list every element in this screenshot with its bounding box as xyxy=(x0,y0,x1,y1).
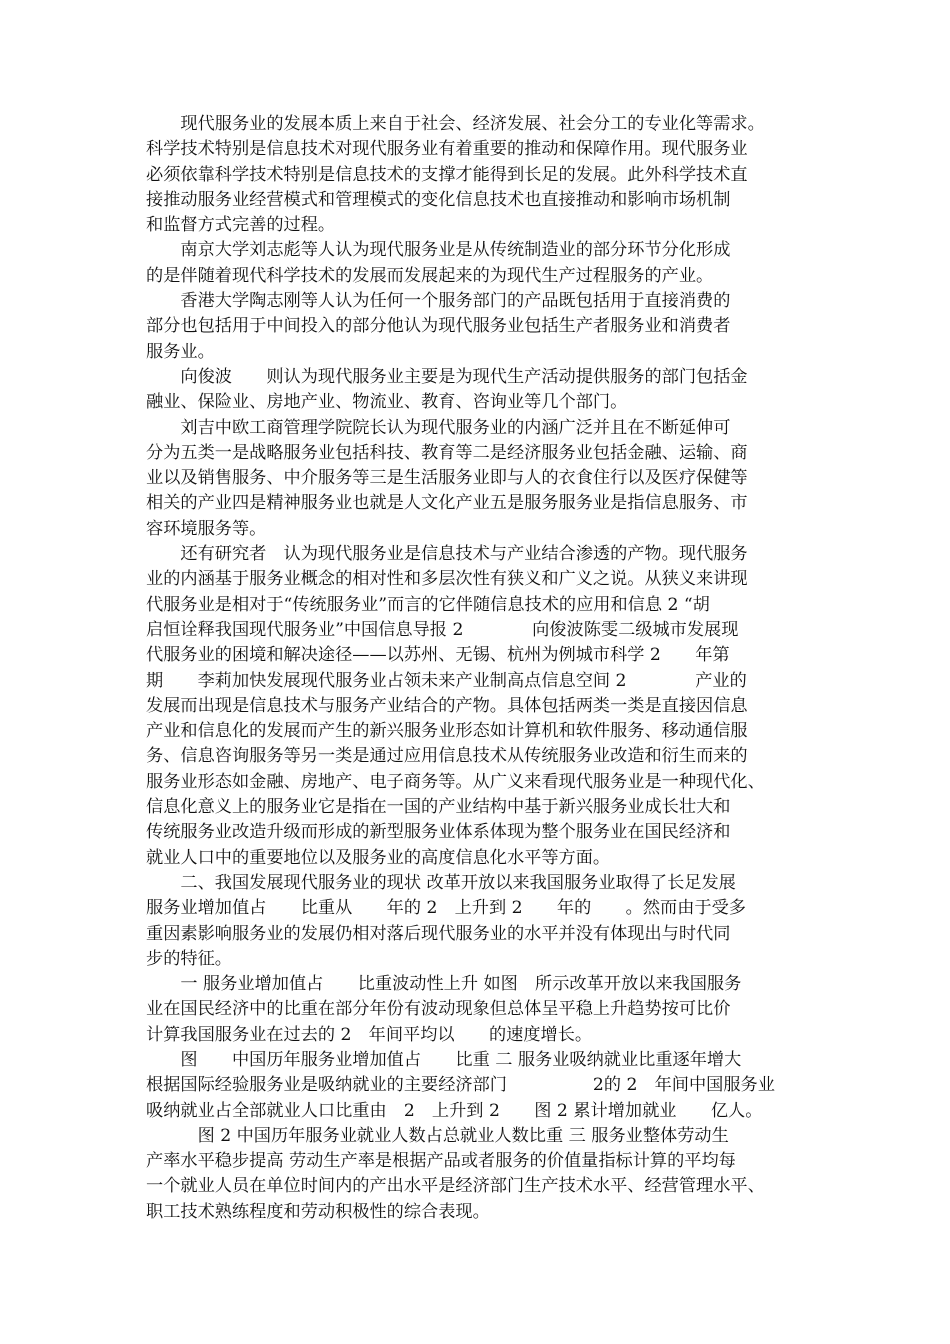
text-line: 产率水平稳步提高 劳动生产率是根据产品或者服务的价值量指标计算的平均每 xyxy=(146,1151,736,1172)
document-body xyxy=(146,112,814,1225)
text-line: 代服务业的困境和解决途径——以苏州、无锡、杭州为例城市科学 2 年第 xyxy=(146,645,730,666)
text-line: 期 李莉加快发展现代服务业占领未来产业制高点信息空间 2 产业的 xyxy=(146,670,747,691)
text-line: 接推动服务业经营模式和管理模式的变化信息技术也直接推动和影响市场机制 xyxy=(146,189,731,210)
text-line: 代服务业是相对于“传统服务业”而言的它伴随信息技术的应用和信息 2 “胡 xyxy=(146,594,710,615)
text-line: 的是伴随着现代科学技术的发展而发展起来的为现代生产过程服务的产业。 xyxy=(146,265,714,286)
text-line: 科学技术特别是信息技术对现代服务业有着重要的推动和保障作用。现代服务业 xyxy=(146,139,748,160)
text-line: 计算我国服务业在过去的 2 年间平均以 的速度增长。 xyxy=(146,1024,593,1045)
text-line: 业以及销售服务、中介服务等三是生活服务业即与人的衣食住行以及医疗保健等 xyxy=(146,468,748,489)
text-line: 就业人口中的重要地位以及服务业的高度信息化水平等方面。 xyxy=(146,847,611,868)
text-line: 服务业形态如金融、房地产、电子商务等。从广义来看现代服务业是一种现代化、 xyxy=(146,771,765,792)
text-line: 业的内涵基于服务业概念的相对性和多层次性有狭义和广义之说。从狭义来讲现 xyxy=(146,569,748,590)
text-line: 部分也包括用于中间投入的部分他认为现代服务业包括生产者服务业和消费者 xyxy=(146,316,731,337)
text-line: 图 2 中国历年服务业就业人数占总就业人数比重 三 服务业整体劳动生 xyxy=(146,1125,729,1146)
text-line: 服务业。 xyxy=(146,341,215,362)
text-line: 信息化意义上的服务业它是指在一国的产业结构中基于新兴服务业成长壮大和 xyxy=(146,797,731,818)
text-line: 职工技术熟练程度和劳动积极性的综合表现。 xyxy=(146,1201,490,1222)
text-line: 刘吉中欧工商管理学院院长认为现代服务业的内涵广泛并且在不断延伸可 xyxy=(146,417,731,438)
text-line: 重因素影响服务业的发展仍相对落后现代服务业的水平并没有体现出与时代同 xyxy=(146,923,731,944)
text-line: 现代服务业的发展本质上来自于社会、经济发展、社会分工的专业化等需求。 xyxy=(146,114,765,134)
text-line: 分为五类一是战略服务业包括科技、教育等二是经济服务业包括金融、运输、商 xyxy=(146,442,748,463)
text-line: 一个就业人员在单位时间内的产出水平是经济部门生产技术水平、经营管理水平、 xyxy=(146,1176,765,1197)
text-line: 南京大学刘志彪等人认为现代服务业是从传统制造业的部分环节分化形成 xyxy=(146,240,731,261)
text-line: 相关的产业四是精神服务业也就是人文化产业五是服务服务业是指信息服务、市 xyxy=(146,493,748,514)
text-line: 还有研究者 认为现代服务业是信息技术与产业结合渗透的产物。现代服务 xyxy=(146,544,748,565)
text-line: 和监督方式完善的过程。 xyxy=(146,215,336,236)
text-line: 根据国际经验服务业是吸纳就业的主要经济部门 2的 2 年间中国服务业 xyxy=(146,1075,775,1096)
text-line: 传统服务业改造升级而形成的新型服务业体系体现为整个服务业在国民经济和 xyxy=(146,822,731,843)
text-line: 启恒诠释我国现代服务业”中国信息导报 2 向俊波陈雯二级城市发展现 xyxy=(146,619,739,640)
text-line: 发展而出现是信息技术与服务产业结合的产物。具体包括两类一类是直接因信息 xyxy=(146,695,748,716)
text-line: 一 服务业增加值占 比重波动性上升 如图 所示改革开放以来我国服务 xyxy=(146,974,742,995)
text-line: 融业、保险业、房地产业、物流业、教育、咨询业等几个部门。 xyxy=(146,392,628,413)
text-line: 香港大学陶志刚等人认为任何一个服务部门的产品既包括用于直接消费的 xyxy=(146,291,731,312)
text-line: 图 中国历年服务业增加值占 比重 二 服务业吸纳就业比重逐年增大 xyxy=(146,1049,742,1070)
text-line: 容环境服务等。 xyxy=(146,518,267,539)
text-line: 吸纳就业占全部就业人口比重由 2 上升到 2 图 2 累计增加就业 亿人。 xyxy=(146,1100,763,1121)
text-line: 步的特征。 xyxy=(146,948,232,969)
text-line: 服务业增加值占 比重从 年的 2 上升到 2 年的 。然而由于受多 xyxy=(146,898,746,919)
text-line: 务、信息咨询服务等另一类是通过应用信息技术从传统服务业改造和衍生而来的 xyxy=(146,746,748,767)
text-line: 二、我国发展现代服务业的现状 改革开放以来我国服务业取得了长足发展 xyxy=(146,872,736,893)
text-line: 业在国民经济中的比重在部分年份有波动现象但总体呈平稳上升趋势按可比价 xyxy=(146,999,731,1020)
text-line: 必须依靠科学技术特别是信息技术的支撑才能得到长足的发展。此外科学技术直 xyxy=(146,164,748,185)
text-line: 产业和信息化的发展而产生的新兴服务业形态如计算机和软件服务、移动通信服 xyxy=(146,721,748,742)
text-line: 向俊波 则认为现代服务业主要是为现代生产活动提供服务的部门包括金 xyxy=(146,366,748,387)
